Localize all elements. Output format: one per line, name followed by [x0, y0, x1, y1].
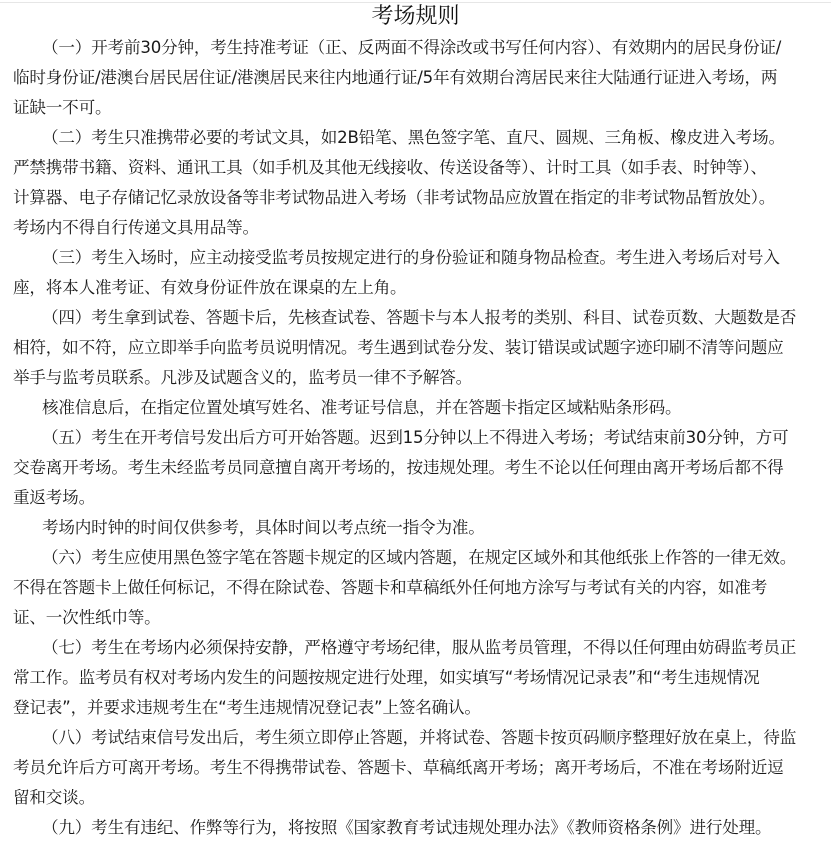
page-title: 考场规则	[371, 4, 460, 29]
rule-line: 考员允许后方可离开考场。考生不得携带试卷、答题卡、草稿纸离开考场；离开考场后，不准在考场附近逗	[13, 758, 784, 777]
rule-paragraph	[13, 123, 819, 243]
rule-paragraph	[13, 813, 819, 843]
rule-paragraph	[13, 723, 819, 813]
rule-line: 证、一次性纸巾等。	[13, 608, 161, 627]
rule-line: （八）考试结束信号发出后，考生须立即停止答题，并将试卷、答题卡按页码顺序整理好放在桌上，待监	[42, 728, 797, 747]
rule-paragraph	[13, 513, 819, 543]
rule-line: （五）考生在开考信号发出后方可开始答题。迟到15分钟以上不得进入考场；考试结束前30分钟，方可	[42, 428, 789, 447]
rule-paragraph	[13, 393, 819, 423]
rules-content	[13, 33, 819, 843]
rule-line: （一）开考前30分钟，考生持准考证（正、反两面不得涂改或书写任何内容）、有效期内的居民身份证/	[42, 38, 782, 57]
rule-line: 重返考场。	[13, 488, 95, 507]
rule-line: （二）考生只准携带必要的考试文具，如2B铅笔、黑色签字笔、直尺、圆规、三角板、橡皮进入考场。	[42, 128, 785, 147]
rule-line: 不得在答题卡上做任何标记，不得在除试卷、答题卡和草稿纸外任何地方涂写与考试有关的内容，如准考	[13, 578, 768, 597]
rule-line: 举手与监考员联系。凡涉及试题含义的，监考员一律不予解答。	[13, 368, 473, 387]
rule-paragraph	[13, 303, 819, 393]
rule-line: （七）考生在考场内必须保持安静，严格遵守考场纪律，服从监考员管理，不得以任何理由妨碍监考员正	[42, 638, 797, 657]
rule-line: 交卷离开考场。考生未经监考员同意擅自离开考场的，按违规处理。考生不论以任何理由离开考场后都不得	[13, 458, 784, 477]
rule-line: 留和交谈。	[13, 788, 95, 807]
rule-line: 常工作。监考员有权对考场内发生的问题按规定进行处理，如实填写“考场情况记录表”和“考生违规情况	[13, 668, 760, 687]
rule-line: （九）考生有违纪、作弊等行为，将按照《国家教育考试违规处理办法》《教师资格条例》进行处理。	[42, 818, 772, 837]
rule-line: 计算器、电子存储记忆录放设备等非考试物品进入考场（非考试物品应放置在指定的非考试物品暂放处）。	[13, 188, 776, 207]
rule-line: 证缺一不可。	[13, 98, 112, 117]
rule-paragraph	[13, 243, 819, 303]
rule-line: 登记表”，并要求违规考生在“考生违规情况登记表”上签名确认。	[13, 698, 481, 717]
rule-line: 临时身份证/港澳台居民居住证/港澳居民来往内地通行证/5年有效期台湾居民来往大陆通行证进入考场，两	[13, 68, 778, 87]
rule-line: 考场内时钟的时间仅供参考，具体时间以考点统一指令为准。	[42, 518, 485, 537]
rule-line: 考场内不得自行传递文具用品等。	[13, 218, 259, 237]
rule-paragraph	[13, 543, 819, 633]
rule-line: （四）考生拿到试卷、答题卡后，先核查试卷、答题卡与本人报考的类别、科目、试卷页数、大题数是否	[42, 308, 797, 327]
rule-line: 相符，如不符，应立即举手向监考员说明情况。考生遇到试卷分发、装订错误或试题字迹印刷不清等问题应	[13, 338, 784, 357]
rule-line: 座，将本人准考证、有效身份证件放在课桌的左上角。	[13, 278, 407, 297]
rule-line: 严禁携带书籍、资料、通讯工具（如手机及其他无线接收、传送设备等）、计时工具（如手表、时钟等）、	[13, 158, 767, 177]
rule-line: （六）考生应使用黑色签字笔在答题卡规定的区域内答题，在规定区域外和其他纸张上作答的一律无效。	[42, 548, 797, 567]
rule-line: （三）考生入场时，应主动接受监考员按规定进行的身份验证和随身物品检查。考生进入考场后对号入	[42, 248, 780, 267]
rule-paragraph	[13, 33, 819, 123]
rule-paragraph	[13, 423, 819, 513]
rule-paragraph	[13, 633, 819, 723]
rule-line: 核准信息后，在指定位置处填写姓名、准考证号信息，并在答题卡指定区域粘贴条形码。	[42, 398, 682, 417]
